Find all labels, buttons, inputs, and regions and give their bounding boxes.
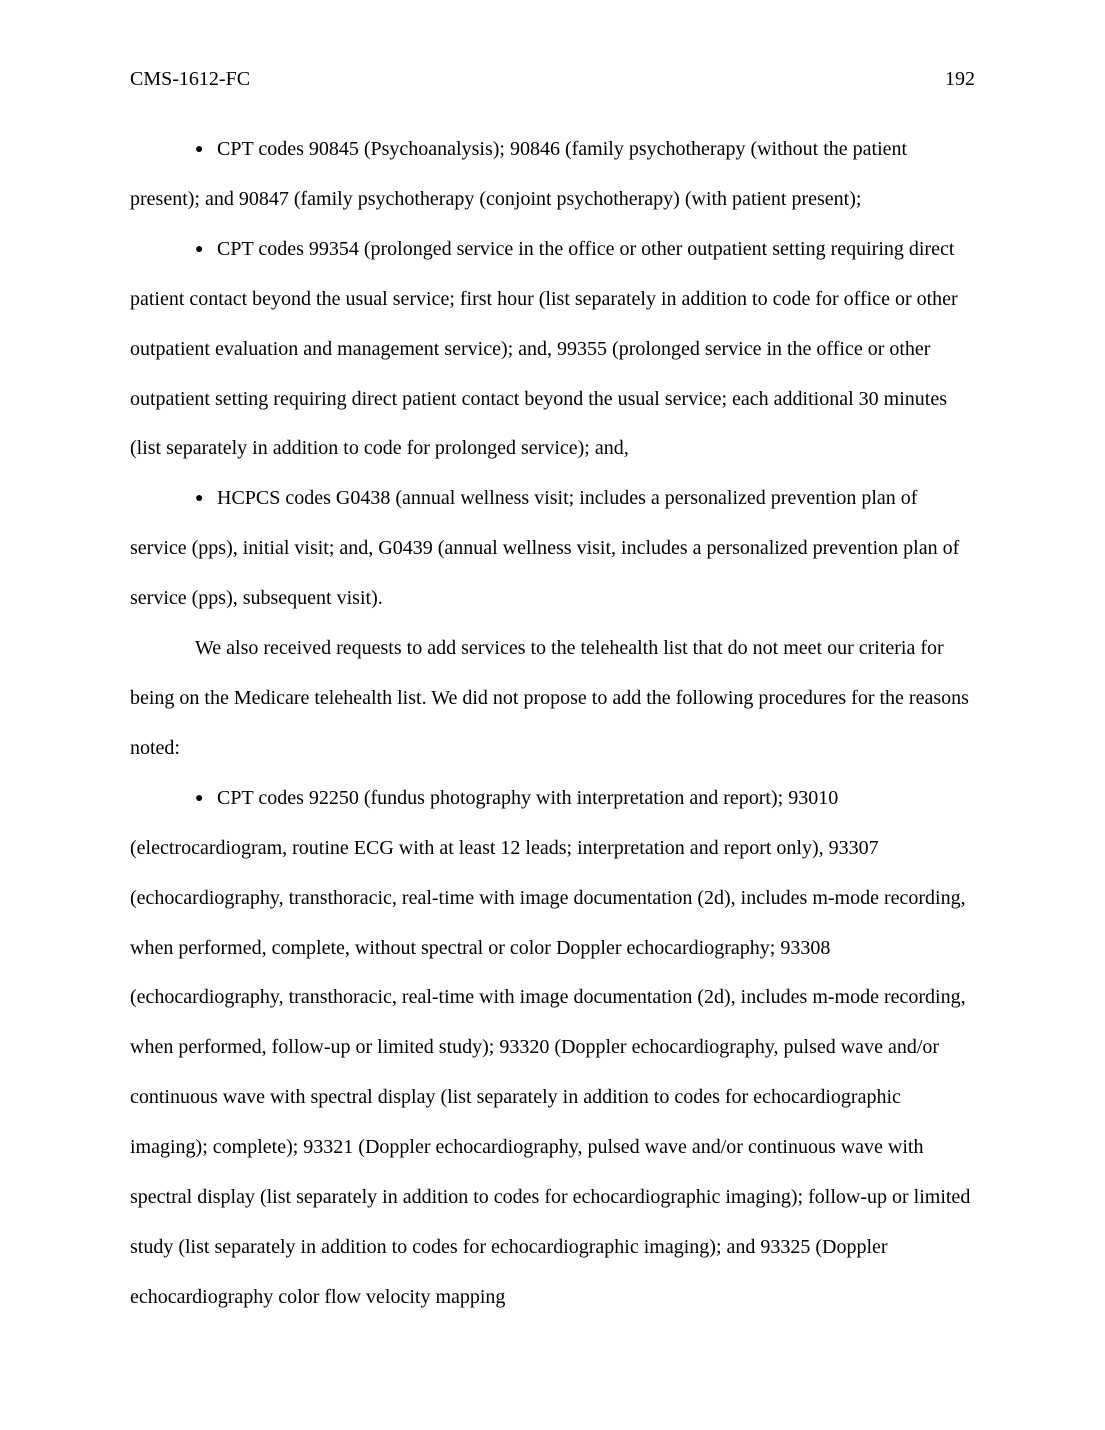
bullet-icon: ● [195, 142, 204, 157]
bullet-icon: ● [195, 491, 204, 507]
page-number: 192 [945, 68, 975, 90]
document-body [130, 125, 975, 1323]
bullet-item-psychotherapy-codes [130, 125, 975, 225]
bullet-text: CPT codes 92250 (fundus photography with interpretation and report); 93010 (electrocardiogram, routine ECG with at least 12 leads; interpretation and report only), 93307 (echocardiography, transthoracic, real-time with image documentation (2d), includes m-mode recording, when performed, complete, without spectral or color Doppler echocardiography; 93308 (echocardiography, transthoracic, real-time with image documentation (2d), includes m-mode recording, when performed, follow-up or limited study); 93320 (Doppler echocardiography, pulsed wave and/or continuous wave with spectral display (list separately in addition to codes for echocardiographic imaging); complete); 93321 (Doppler echocardiography, pulsed wave and/or continuous wave with spectral display (list separately in addition to codes for echocardiographic imaging); follow-up or limited study (list separately in addition to codes for echocardiographic imaging); and 93325 (Doppler echocardiography color flow velocity mapping [130, 786, 971, 1308]
bullet-item-echocardiography-codes [130, 774, 975, 1323]
bullet-item-prolonged-service-codes [130, 225, 975, 475]
bullet-icon: ● [195, 790, 204, 806]
bullet-text: HCPCS codes G0438 (annual wellness visit; includes a personalized prevention plan of service (pps), initial visit; and, G0439 (annual wellness visit, includes a personalized prevention plan of service (pps), subsequent visit). [130, 487, 960, 610]
document-id: CMS-1612-FC [130, 68, 251, 90]
paragraph-requests: We also received requests to add services to the telehealth list that do not meet our criteria for being on the Medicare telehealth list. We did not propose to add the following procedures for the reasons noted: [130, 637, 969, 759]
page-header [130, 66, 975, 92]
bullet-item-wellness-visit-codes [130, 474, 975, 624]
bullet-icon: ● [195, 241, 204, 257]
bullet-text: CPT codes 99354 (prolonged service in the office or other outpatient setting requiring direct patient contact beyond the usual service; first hour (list separately in addition to code for office or other outpatient evaluation and management service); and, 99355 (prolonged service in the office or other outpatient setting requiring direct patient contact beyond the usual service; each additional 30 minutes (list separately in addition to code for prolonged service); and, [130, 237, 958, 460]
bullet-text: CPT codes 90845 (Psychoanalysis); 90846 (family psychotherapy (without the patient present); and 90847 (family psychotherapy (conjoint psychotherapy) (with patient present); [130, 138, 908, 210]
